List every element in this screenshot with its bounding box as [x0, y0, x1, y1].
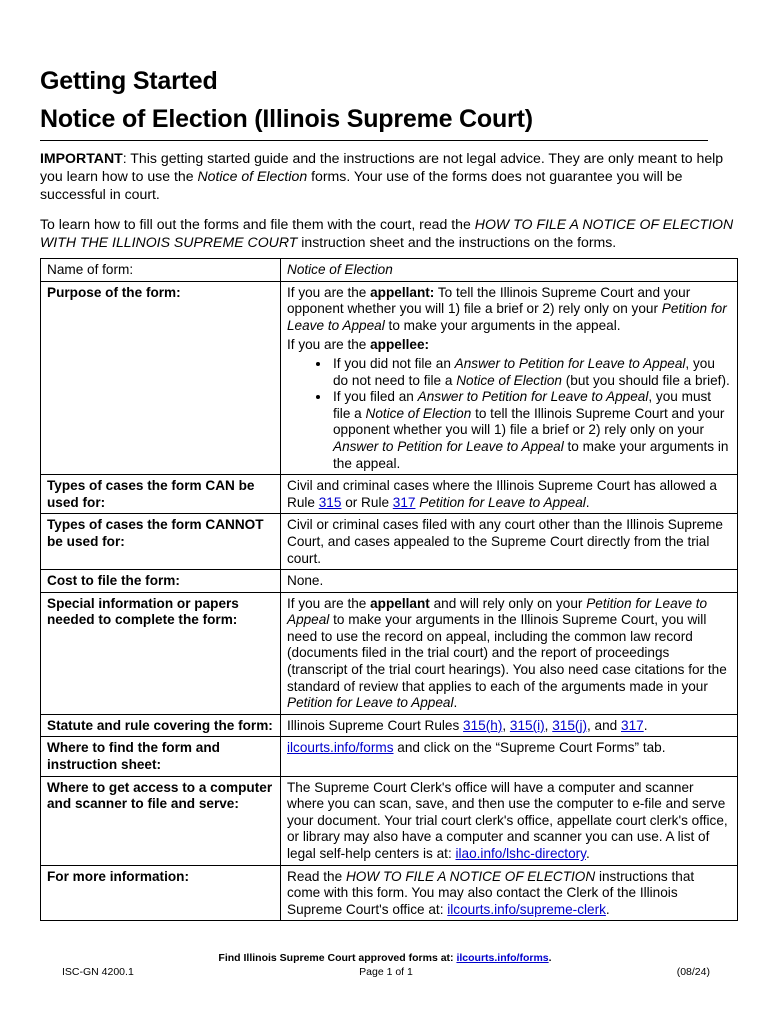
page-number: Page 1 of 1 — [359, 966, 413, 978]
rule-315i-link[interactable]: 315(i) — [509, 717, 545, 733]
lshc-directory-link[interactable]: ilao.info/lshc-directory — [455, 846, 586, 861]
page-title-line1: Getting Started — [40, 67, 218, 95]
table-row — [41, 776, 738, 865]
row-value-name — [281, 259, 738, 282]
row-value-cannot: Civil or criminal cases filed with any court other than the Illinois Supreme Court, and cases appealed to the Supreme Court directly from the trial court. — [281, 514, 738, 570]
row-label-cannot: Types of cases the form CANNOT be used for: — [41, 514, 281, 570]
text: If you filed an — [333, 389, 418, 405]
table-row — [41, 570, 738, 593]
text: If you are the — [287, 337, 371, 353]
important-form-name: Notice of Election — [197, 168, 308, 184]
row-value-statute — [281, 714, 738, 737]
learn-text-end: instruction sheet and the instructions on the forms. — [297, 234, 617, 250]
supreme-clerk-link[interactable]: ilcourts.info/supreme-clerk — [447, 901, 606, 917]
page-title-block — [40, 100, 708, 141]
list-item — [331, 389, 731, 472]
text: To tell the Illinois Supreme Court and your opponent whether you will 1) file a brief or 2) rely only on your — [287, 284, 691, 317]
text: , you do not need to file a — [333, 355, 715, 388]
text: If you are the — [287, 284, 371, 300]
purpose-appellant — [287, 285, 731, 335]
learn-sheet-name: HOW TO FILE A NOTICE OF ELECTION WITH THE ILLINOIS SUPREME COURT — [40, 216, 734, 250]
text: . — [453, 695, 458, 711]
text-italic: Petition for Leave to Appeal — [287, 301, 727, 333]
text: to make your arguments in the appeal. — [384, 317, 621, 333]
list-item — [331, 356, 731, 389]
table-row — [41, 737, 738, 776]
row-value-can — [281, 475, 738, 514]
text-italic: HOW TO FILE A NOTICE OF ELECTION — [345, 868, 596, 884]
appellee-bullet-list — [287, 356, 731, 472]
text-italic: Notice of Election — [456, 372, 562, 388]
learn-instructions — [40, 215, 738, 251]
purpose-appellee — [287, 337, 731, 354]
text: The Supreme Court Clerk's office will have a computer and scanner where you can scan, save, and then use the computer to e-file and serve your document. Your trial court clerk's office, appellate court clerk's office, or library may also have a computer and scanner you can use. A list of legal self-help centers is at: — [287, 779, 728, 861]
row-value-access — [281, 776, 738, 865]
forms-link[interactable]: ilcourts.info/forms — [287, 740, 394, 756]
rule-315-link[interactable]: 315 — [318, 494, 342, 510]
text: If you are the — [287, 595, 371, 611]
text-italic: Petition for Leave to Appeal — [287, 595, 708, 628]
important-notice — [40, 149, 738, 203]
appellant-label: appellant: — [370, 284, 435, 300]
text: Illinois Supreme Court Rules — [287, 717, 464, 733]
rule-317-link[interactable]: 317 — [621, 717, 644, 733]
table-row — [41, 592, 738, 714]
important-text-end: forms. Your use of the forms does not guarantee you will be successful in court. — [40, 168, 683, 202]
text: to tell the Illinois Supreme Court and your opponent whether you will 1) file a brief or 2) rely only on your — [333, 405, 725, 438]
learn-text: To learn how to fill out the forms and file them with the court, read the — [40, 216, 475, 232]
text: , — [544, 717, 553, 733]
text-italic: Notice of Election — [365, 405, 472, 421]
table-row — [41, 865, 738, 921]
row-value-purpose — [281, 281, 738, 475]
table-row — [41, 281, 738, 475]
appellee-label: appellee: — [370, 337, 430, 353]
text: . — [585, 846, 590, 861]
important-text: : This getting started guide and the instructions are not legal advice. They are only meant to help you learn how to use the — [40, 150, 724, 184]
form-info-table — [40, 258, 738, 921]
row-label-purpose: Purpose of the form: — [41, 281, 281, 475]
row-value-special — [281, 592, 738, 714]
row-label-can: Types of cases the form CAN be used for: — [41, 475, 281, 514]
rule-315j-link[interactable]: 315(j) — [552, 717, 587, 733]
table-row — [41, 259, 738, 282]
text-italic: Answer to Petition for Leave to Appeal — [333, 438, 564, 454]
text: , — [502, 717, 510, 733]
document-page — [40, 62, 738, 921]
table-row — [41, 714, 738, 737]
table-row — [41, 475, 738, 514]
text: to make your arguments in the appeal. — [333, 438, 729, 471]
text: (but you should file a brief). — [562, 372, 730, 388]
text-italic: Petition for Leave to Appeal — [419, 494, 586, 510]
form-name-value: Notice of Election — [287, 262, 393, 277]
text-italic: Answer to Petition for Leave to Appeal — [417, 389, 649, 405]
text: instructions that come with this form. You may also contact the Clerk of the Illinois Supreme Court's office at: — [287, 868, 695, 917]
row-value-where-find — [281, 737, 738, 776]
footer-find-forms — [0, 952, 770, 964]
text: . — [643, 717, 648, 733]
text: , and — [587, 717, 622, 733]
revision-date: (08/24) — [676, 966, 710, 978]
row-label-cost: Cost to file the form: — [41, 570, 281, 593]
footer-forms-link[interactable]: ilcourts.info/forms — [456, 952, 549, 964]
row-label-more: For more information: — [41, 865, 281, 921]
text: and click on the “Supreme Court Forms” tab. — [393, 740, 666, 756]
text: . — [605, 901, 610, 917]
table-row — [41, 514, 738, 570]
footer-find-end: . — [548, 952, 552, 964]
text: or Rule — [341, 494, 393, 510]
text: to make your arguments in the Illinois Supreme Court, you will need to use the record on appeal, including the common law record (documents filed in the trial court) and the report of proceedings (transcript of the trial court hearings). You also need case citations for the standard of review that applies to each of the arguments made in your — [287, 612, 727, 694]
text: Read the — [287, 868, 346, 884]
row-label-name: Name of form: — [41, 259, 281, 282]
rule-317-link[interactable]: 317 — [392, 494, 416, 510]
row-label-access: Where to get access to a computer and scanner to file and serve: — [41, 776, 281, 865]
row-label-statute: Statute and rule covering the form: — [41, 714, 281, 737]
text: If you did not file an — [333, 355, 455, 371]
rule-315h-link[interactable]: 315(h) — [463, 717, 503, 733]
important-label: IMPORTANT — [40, 150, 123, 166]
text-italic: Answer to Petition for Leave to Appeal — [454, 355, 686, 371]
text: , you must file a — [333, 389, 712, 421]
form-code: ISC-GN 4200.1 — [62, 966, 134, 978]
footer-find-text: Find Illinois Supreme Court approved forms at: — [218, 952, 457, 964]
row-value-cost: None. — [281, 570, 738, 593]
text: Civil and criminal cases where the Illinois Supreme Court has allowed a Rule — [287, 478, 717, 510]
page-title-line2: Notice of Election (Illinois Supreme Court) — [40, 105, 533, 133]
text: . — [585, 494, 590, 510]
row-value-more — [281, 865, 738, 921]
text: and will rely only on your — [429, 595, 587, 611]
appellant-label: appellant — [370, 595, 430, 611]
row-label-special: Special information or papers needed to complete the form: — [41, 592, 281, 714]
row-label-where-find: Where to find the form and instruction sheet: — [41, 737, 281, 776]
text-italic: Petition for Leave to Appeal — [287, 695, 454, 711]
